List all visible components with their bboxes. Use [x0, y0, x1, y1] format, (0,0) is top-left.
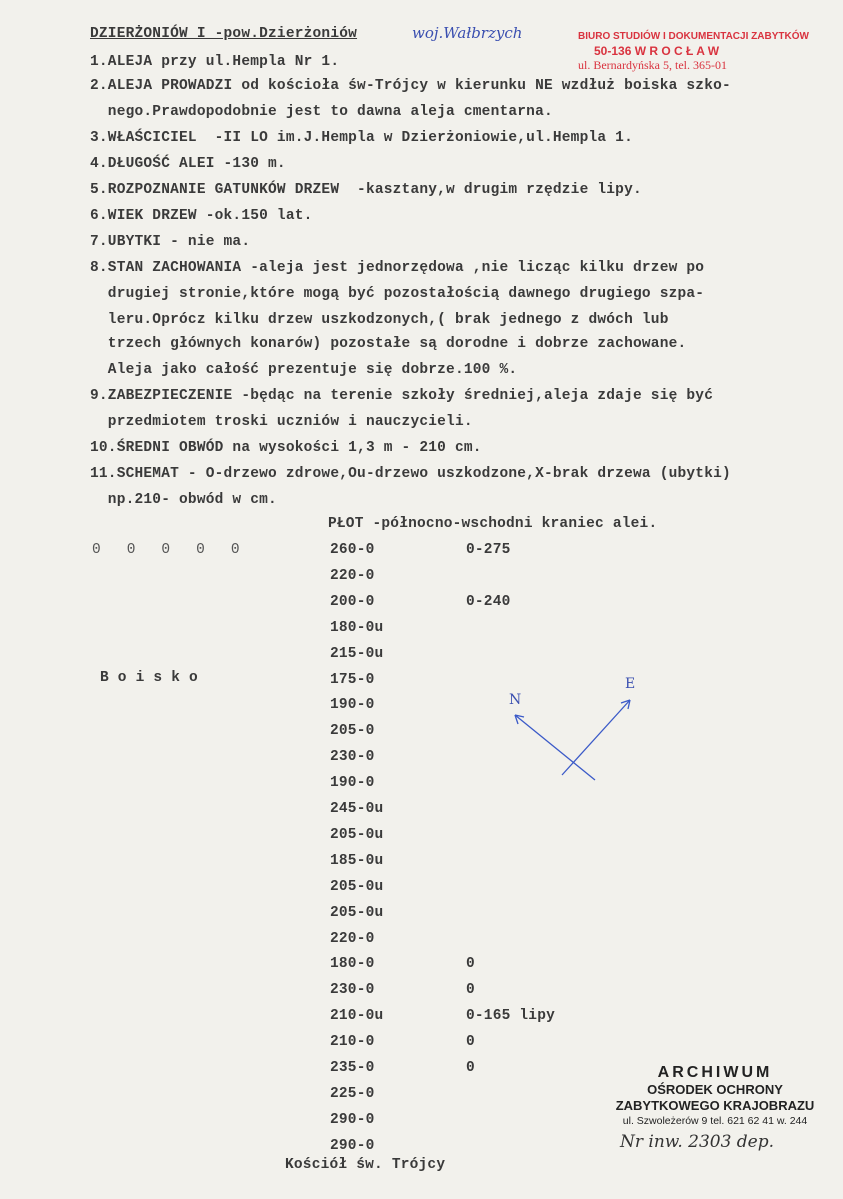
tree-opposite: 0-275 [466, 542, 511, 558]
tree-main: 230-0 [330, 749, 375, 766]
tree-main: 180-0 [330, 956, 375, 973]
tree-main: 290-0 [330, 1111, 375, 1128]
item-line: 9.ZABEZPIECZENIE -będąc na terenie szkoły średniej,aleja zdaje się być [90, 388, 714, 404]
item-line: 1.ALEJA przy ul.Hempla Nr 1. [90, 54, 340, 70]
item-line: Aleja jako całość prezentuje się dobrze.100 %. [90, 362, 518, 378]
tree-main: 260-0 [330, 542, 375, 558]
compass-north-label: N [509, 692, 522, 708]
stamp-line-2: 50-136 W R O C Ł A W [594, 44, 720, 58]
item-line: nego.Prawdopodobnie jest to dawna aleja cmentarna. [90, 104, 553, 120]
tree-main: 215-0u [330, 645, 384, 662]
tree-main: 230-0 [330, 982, 375, 999]
item-line: 7.UBYTKI - nie ma. [90, 234, 251, 250]
archive-line-1: ARCHIWUM [657, 1064, 773, 1081]
tree-main: 190-0 [330, 775, 375, 792]
field-label: B o i s k o [100, 670, 198, 686]
tree-main: 245-0u [330, 801, 384, 817]
tree-main: 185-0u [330, 852, 384, 869]
tree-main: 190-0 [330, 697, 375, 714]
archive-line-3: ZABYTKOWEGO KRAJOBRAZU [615, 1098, 815, 1113]
tree-opposite: 0 [466, 982, 475, 999]
tree-opposite: 0 [466, 956, 475, 973]
tree-main: 175-0 [330, 671, 375, 688]
item-line: 10.ŚREDNI OBWÓD na wysokości 1,3 m - 210 cm. [90, 440, 482, 456]
tree-main: 210-0 [330, 1034, 375, 1051]
item-line: 6.WIEK DRZEW -ok.150 lat. [90, 208, 313, 224]
item-line: przedmiotem troski uczniów i nauczycieli. [90, 414, 473, 430]
item-line: 8.STAN ZACHOWANIA -aleja jest jednorzędowa ,nie licząc kilku drzew po [90, 260, 705, 276]
compass-arrows [500, 680, 660, 800]
tree-opposite: 0-240 [466, 593, 511, 610]
archive-line-2: OŚRODEK OCHRONY [647, 1082, 783, 1097]
archive-line-4: ul. Szwoleżerów 9 tel. 621 62 41 w. 244 [622, 1115, 808, 1127]
tree-opposite: 0-165 lipy [466, 1008, 556, 1025]
church-label: Kościół św. Trójcy [285, 1157, 446, 1173]
tree-main: 205-0u [330, 878, 384, 895]
item-line: 2.ALEJA PROWADZI od kościoła św-Trójcy w kierunku NE wzdłuż boiska szko- [90, 78, 731, 94]
compass-east-label: E [625, 676, 636, 692]
office-stamp [578, 30, 810, 72]
stamp-line-1: BIURO STUDIÓW I DOKUMENTACJI ZABYTKÓW [578, 31, 809, 42]
document-title: DZIERŻONIÓW I -pow.Dzierżoniów [90, 26, 358, 42]
tree-main: 205-0u [330, 904, 384, 921]
tree-main: 180-0u [330, 619, 384, 636]
tree-main: 205-0 [330, 723, 375, 740]
item-line: leru.Oprócz kilku drzew uszkodzonych,( brak jednego z dwóch lub [90, 312, 669, 328]
item-line: 5.ROZPOZNANIE GATUNKÓW DRZEW -kasztany,w drugim rzędzie lipy. [90, 182, 642, 198]
tree-opposite: 0 [466, 1060, 475, 1076]
fence-label: PŁOT -północno-wschodni kraniec alei. [328, 516, 658, 532]
left-tree-row: 0 0 0 0 0 [92, 542, 240, 558]
item-line: trzech głównych konarów) pozostałe są dorodne i dobrze zachowane. [90, 336, 687, 352]
item-line: 4.DŁUGOŚĆ ALEI -130 m. [90, 156, 286, 172]
tree-main: 290-0 [330, 1137, 375, 1154]
item-line: np.210- obwód w cm. [90, 492, 277, 508]
archive-stamp [600, 1064, 830, 1128]
tree-main: 225-0 [330, 1085, 375, 1102]
inventory-note: Nr inw. 2303 dep. [620, 1132, 775, 1152]
tree-main: 220-0 [330, 930, 375, 947]
stamp-line-3: ul. Bernardyńska 5, tel. 365-01 [578, 58, 727, 72]
tree-opposite: 0 [466, 1034, 475, 1051]
tree-main: 210-0u [330, 1008, 384, 1025]
item-line: 11.SCHEMAT - O-drzewo zdrowe,Ou-drzewo uszkodzone,X-brak drzewa (ubytki) [90, 466, 731, 482]
item-line: drugiej stronie,które mogą być pozostałością dawnego drugiego szpa- [90, 286, 705, 302]
tree-main: 205-0u [330, 826, 384, 843]
item-line: 3.WŁAŚCICIEL -II LO im.J.Hempla w Dzierżoniowie,ul.Hempla 1. [90, 130, 633, 146]
tree-main: 235-0 [330, 1060, 375, 1076]
tree-main: 220-0 [330, 567, 375, 584]
handwritten-region-note: woj.Wałbrzych [412, 24, 523, 42]
tree-main: 200-0 [330, 593, 375, 610]
